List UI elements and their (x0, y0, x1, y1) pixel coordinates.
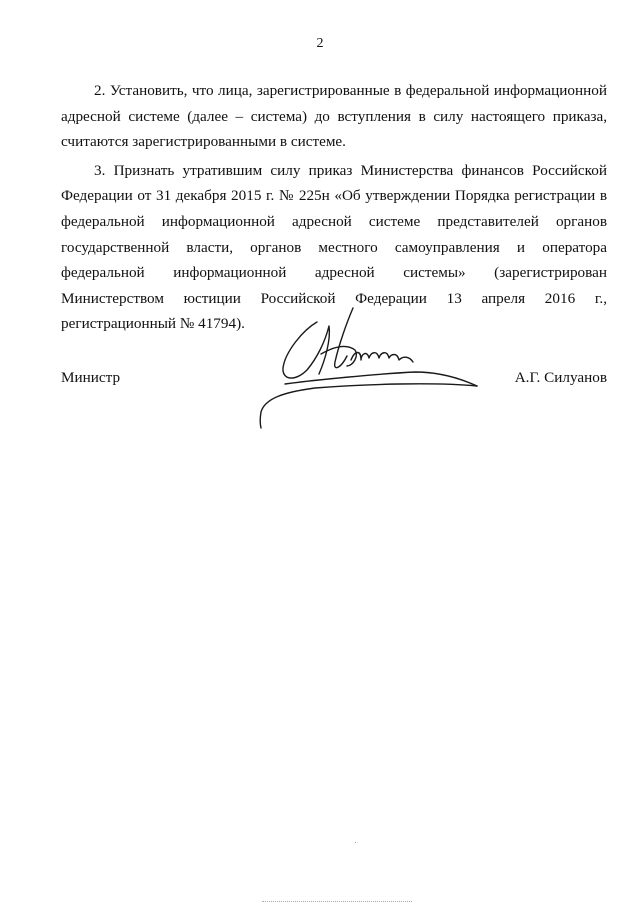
page-number: 2 (316, 36, 324, 51)
signatory-title: Министр (61, 369, 121, 386)
paragraph-2: 2. Установить, что лица, зарегистрированные в федеральной информационной адресной системе (далее – система) до вступления в силу настоящего приказа, считаются зарегистрированными в системе. (61, 82, 607, 151)
scan-speck (355, 842, 356, 843)
signature-icon (255, 300, 485, 430)
paragraph-3: 3. Признать утратившим силу приказ Министерства финансов Российской Федерации от 31 декабря 2015 г. № 225н «Об утверждении Порядка регистрации в федеральной информационной адресной системе представителей органов государственной власти, органов местного самоуправления и оператора федеральной информационной адресной системы» (зарегистрирован Министерством юстиции Российской Федерации 13 апреля 2016 г., регистрационный № 41794). (61, 161, 607, 333)
scan-edge-mark (262, 901, 412, 904)
signatory-name: А.Г. Силуанов (514, 369, 607, 386)
